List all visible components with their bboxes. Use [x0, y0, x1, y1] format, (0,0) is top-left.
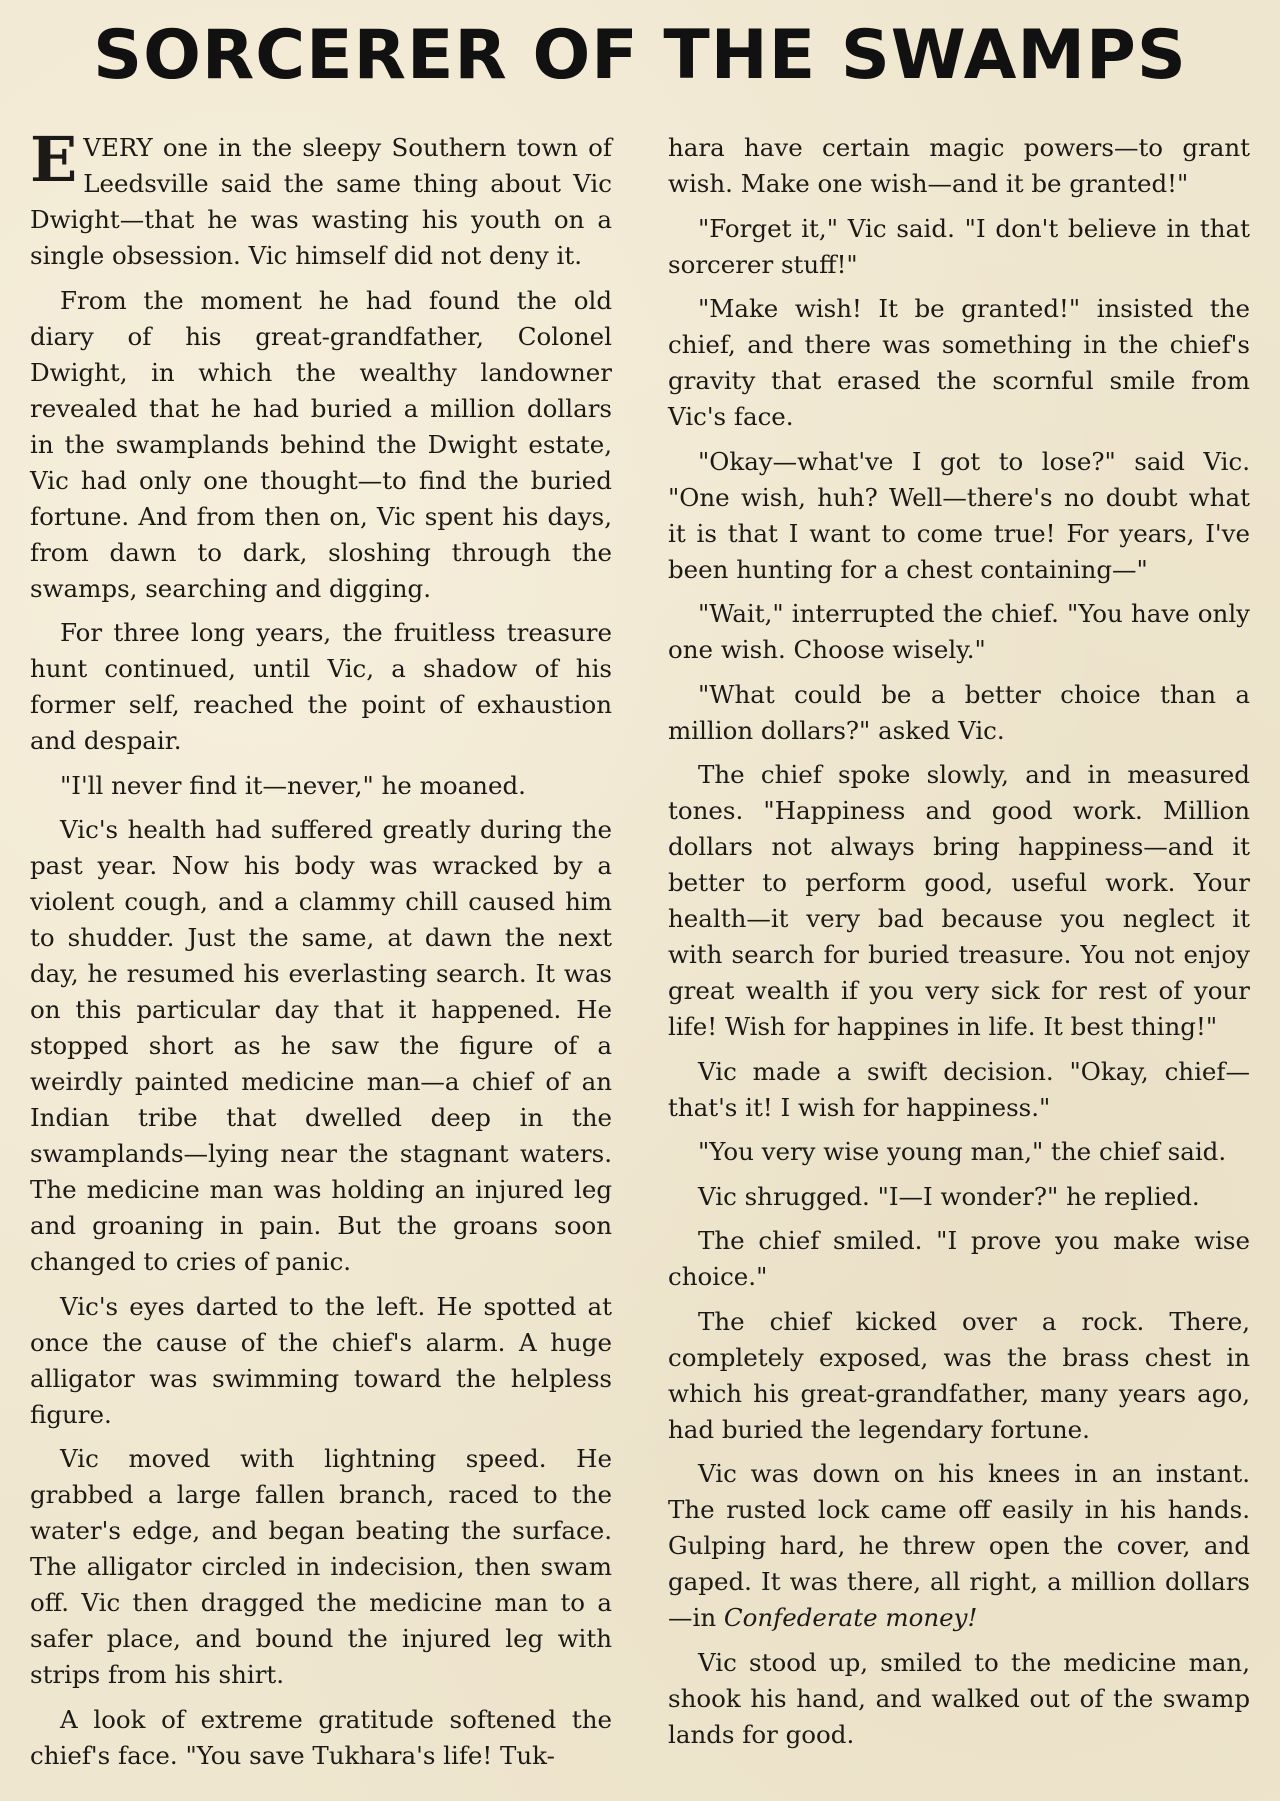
- paragraph: "You very wise young man," the chief said.: [698, 1137, 1227, 1166]
- paragraph: A look of extreme gratitude softened the chief's face. "You save Tukhara's life! Tuk-: [30, 1704, 612, 1770]
- right-column: [668, 130, 1250, 1761]
- story-columns: [30, 123, 1250, 1782]
- drop-cap: E: [30, 123, 78, 196]
- continued-paragraph: hara have certain magic powers—to grant wish. Make one wish—and it be granted!": [668, 133, 1250, 198]
- paragraph: "Make wish! It be granted!" insisted the chief, and there was something in the chief's gravity that erased the scornful smile from Vic's face.: [668, 294, 1250, 431]
- reveal-italic: Confederate money!: [723, 1603, 978, 1632]
- opening-paragraph: [30, 123, 612, 274]
- paragraph: Vic made a swift decision. "Okay, chief—that's it! I wish for happiness.": [668, 1056, 1250, 1122]
- paragraph: The chief spoke slowly, and in measured tones. "Happiness and good work. Million dollars not always bring happiness—and it better to perform good, useful work. Your health—it very bad because you neglect it with search for buried treasure. You not enjoy great wealth if you very sick for rest of your life! Wish for happines in life. It best thing!": [668, 760, 1250, 1041]
- story-title: SORCERER OF THE SWAMPS: [93, 16, 1187, 95]
- paragraph: "Wait," interrupted the chief. "You have only one wish. Choose wisely.": [668, 599, 1250, 664]
- reveal-text: Vic was down on his knees in an instant. The rusted lock came off easily in his hands. Gulping hard, he threw open the cover, and gaped. It was there, all right, a million dollars —in: [668, 1459, 1250, 1632]
- paragraph: Vic moved with lightning speed. He grabbed a large fallen branch, raced to the water's edge, and began beating the surface. The alligator circled in indecision, then swam off. Vic then dragged the medicine man to a safer place, and bound the injured leg with strips from his shirt.: [30, 1444, 612, 1689]
- paragraph: Vic shrugged. "I—I wonder?" he replied.: [698, 1181, 1200, 1211]
- paragraph: For three long years, the fruitless treasure hunt continued, until Vic, a shadow of his former self, reached the point of exhaustion and despair.: [30, 618, 612, 755]
- paragraph: Vic's eyes darted to the left. He spotted at once the cause of the chief's alarm. A huge alligator was swimming toward the helpless figure.: [30, 1291, 612, 1429]
- left-column: [30, 123, 612, 1782]
- final-paragraph: Vic stood up, smiled to the medicine man, shook his hand, and walked out of the swamp lands for good.: [668, 1647, 1250, 1749]
- paragraph: "Forget it," Vic said. "I don't believe in that sorcerer stuff!": [668, 213, 1250, 279]
- paragraph: From the moment he had found the old diary of his great-grandfather, Colonel Dwight, in which the wealthy landowner revealed that he had buried a million dollars in the swamplands behind the Dwight estate, Vic had only one thought—to find the buried fortune. And from then on, Vic spent his days, from dawn to dark, sloshing through the swamps, searching and digging.: [30, 285, 612, 603]
- paragraph: "Okay—what've I got to lose?" said Vic. "One wish, huh? Well—there's no doubt what it is that I want to come true! For years, I've been hunting for a chest containing—": [668, 446, 1250, 584]
- paragraph: "I'll never find it—never," he moaned.: [60, 770, 526, 800]
- opening-text: VERY one in the sleepy Southern town of Leedsville said the same thing about Vic Dwight—that he was wasting his youth on a single obsession. Vic himself did not deny it.: [30, 133, 612, 270]
- paragraph: The chief smiled. "I prove you make wise choice.": [668, 1226, 1250, 1291]
- paragraph: Vic's health had suffered greatly during the past year. Now his body was wracked by a violent cough, and a clammy chill caused him to shudder. Just the same, at dawn the next day, he resumed his everlasting search. It was on this particular day that it happened. He stopped short as he saw the figure of a weirdly painted medicine man—a chief of an Indian tribe that dwelled deep in the swamplands—lying near the stagnant waters. The medicine man was holding an injured leg and groaning in pain. But the groans soon changed to cries of panic.: [30, 815, 612, 1276]
- paragraph: The chief kicked over a rock. There, completely exposed, was the brass chest in which his great-grandfather, many years ago, had buried the legendary fortune.: [668, 1306, 1250, 1444]
- reveal-paragraph: [668, 1456, 1250, 1636]
- paragraph: "What could be a better choice than a million dollars?" asked Vic.: [668, 679, 1250, 745]
